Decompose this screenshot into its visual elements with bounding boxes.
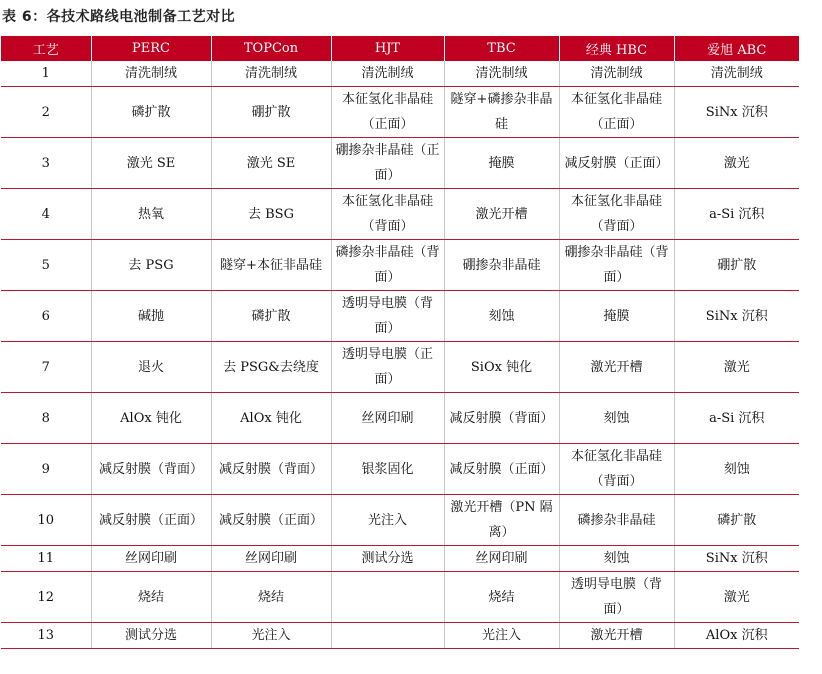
table-cell: 丝网印刷 — [331, 393, 444, 444]
table-cell: 银浆固化 — [331, 444, 444, 495]
table-row — [1, 240, 799, 291]
table-cell: 隧穿+磷掺杂非晶硅 — [444, 87, 559, 138]
table-row — [1, 546, 799, 572]
table-cell: 热氧 — [91, 189, 211, 240]
table-cell: 去 BSG — [211, 189, 331, 240]
table-cell: 硼掺杂非晶硅（背面） — [559, 240, 674, 291]
table-cell: 测试分选 — [331, 546, 444, 572]
table-cell: 减反射膜（背面） — [91, 444, 211, 495]
header-perc: PERC — [91, 36, 211, 61]
header-topcon: TOPCon — [211, 36, 331, 61]
table-cell: 掩膜 — [444, 138, 559, 189]
table-cell: 激光开槽 — [444, 189, 559, 240]
table-cell — [331, 572, 444, 623]
header-tbc: TBC — [444, 36, 559, 61]
table-cell: 激光 SE — [211, 138, 331, 189]
table-cell: 硼扩散 — [674, 240, 799, 291]
table-cell: 磷掺杂非晶硅（背面） — [331, 240, 444, 291]
table-cell: 烧结 — [91, 572, 211, 623]
table-cell: 透明导电膜（正面） — [331, 342, 444, 393]
table-cell: AlOx 钝化 — [211, 393, 331, 444]
table-row — [1, 444, 799, 495]
table-cell: 碱抛 — [91, 291, 211, 342]
table-cell: 透明导电膜（背面） — [559, 572, 674, 623]
table-cell: 光注入 — [444, 623, 559, 649]
step-number-cell: 2 — [1, 87, 91, 138]
table-cell: AlOx 钝化 — [91, 393, 211, 444]
table-cell: 清洗制绒 — [91, 61, 211, 87]
table-cell: 光注入 — [331, 495, 444, 546]
table-cell: 减反射膜（正面） — [211, 495, 331, 546]
header-process: 工艺 — [1, 36, 91, 61]
table-cell: 本征氢化非晶硅（正面） — [331, 87, 444, 138]
step-number-cell: 6 — [1, 291, 91, 342]
table-cell: 减反射膜（正面） — [444, 444, 559, 495]
table-cell: 清洗制绒 — [331, 61, 444, 87]
process-comparison-table — [1, 36, 799, 649]
table-cell: 本征氢化非晶硅（背面） — [331, 189, 444, 240]
table-cell: SiNx 沉积 — [674, 291, 799, 342]
step-number-cell: 10 — [1, 495, 91, 546]
header-classic-hbc: 经典 HBC — [559, 36, 674, 61]
table-cell: 磷扩散 — [674, 495, 799, 546]
table-cell: SiOx 钝化 — [444, 342, 559, 393]
table-row — [1, 572, 799, 623]
table-cell: 刻蚀 — [444, 291, 559, 342]
table-cell: 激光开槽 — [559, 623, 674, 649]
table-header-row — [1, 36, 799, 61]
table-cell: 隧穿+本征非晶硅 — [211, 240, 331, 291]
table-cell: 减反射膜（正面） — [91, 495, 211, 546]
table-row — [1, 342, 799, 393]
step-number-cell: 7 — [1, 342, 91, 393]
table-cell: 本征氢化非晶硅（背面） — [559, 189, 674, 240]
table-cell: a-Si 沉积 — [674, 189, 799, 240]
table-row — [1, 61, 799, 87]
table-cell: 清洗制绒 — [444, 61, 559, 87]
table-row — [1, 291, 799, 342]
table-row — [1, 623, 799, 649]
table-cell: 磷扩散 — [91, 87, 211, 138]
table-cell: 烧结 — [444, 572, 559, 623]
table-cell: 磷扩散 — [211, 291, 331, 342]
table-cell: 激光开槽 — [559, 342, 674, 393]
step-number-cell: 13 — [1, 623, 91, 649]
table-cell: 激光 SE — [91, 138, 211, 189]
step-number-cell: 1 — [1, 61, 91, 87]
table-cell: 清洗制绒 — [674, 61, 799, 87]
table-cell: 去 PSG&去绕度 — [211, 342, 331, 393]
table-cell: 激光 — [674, 342, 799, 393]
table-cell: 去 PSG — [91, 240, 211, 291]
step-number-cell: 5 — [1, 240, 91, 291]
table-caption: 表 6：各技术路线电池制备工艺对比 — [2, 9, 236, 25]
table-cell: 减反射膜（正面） — [559, 138, 674, 189]
table-cell: AlOx 沉积 — [674, 623, 799, 649]
table-row — [1, 495, 799, 546]
step-number-cell: 12 — [1, 572, 91, 623]
step-number-cell: 3 — [1, 138, 91, 189]
table-cell: 清洗制绒 — [211, 61, 331, 87]
table-cell: 刻蚀 — [559, 546, 674, 572]
table-cell: SiNx 沉积 — [674, 546, 799, 572]
table-cell: 透明导电膜（背面） — [331, 291, 444, 342]
table-cell: 硼掺杂非晶硅 — [444, 240, 559, 291]
table-cell — [331, 623, 444, 649]
table-cell: a-Si 沉积 — [674, 393, 799, 444]
step-number-cell: 9 — [1, 444, 91, 495]
table-cell: 本征氢化非晶硅（背面） — [559, 444, 674, 495]
table-row — [1, 189, 799, 240]
table-cell: 测试分选 — [91, 623, 211, 649]
header-aiko-abc: 爱旭 ABC — [674, 36, 799, 61]
table-row — [1, 138, 799, 189]
table-cell: 清洗制绒 — [559, 61, 674, 87]
table-cell: 硼掺杂非晶硅（正面） — [331, 138, 444, 189]
table-cell: 减反射膜（背面） — [211, 444, 331, 495]
table-cell: 硼扩散 — [211, 87, 331, 138]
table-cell: 激光开槽（PN 隔离） — [444, 495, 559, 546]
table-cell: 激光 — [674, 138, 799, 189]
table-cell: 刻蚀 — [559, 393, 674, 444]
table-cell: 光注入 — [211, 623, 331, 649]
table-cell: 烧结 — [211, 572, 331, 623]
header-hjt: HJT — [331, 36, 444, 61]
step-number-cell: 4 — [1, 189, 91, 240]
table-cell: SiNx 沉积 — [674, 87, 799, 138]
step-number-cell: 11 — [1, 546, 91, 572]
table-row — [1, 393, 799, 444]
table-cell: 激光 — [674, 572, 799, 623]
step-number-cell: 8 — [1, 393, 91, 444]
table-cell: 减反射膜（背面） — [444, 393, 559, 444]
table-cell: 丝网印刷 — [91, 546, 211, 572]
table-cell: 掩膜 — [559, 291, 674, 342]
table-cell: 丝网印刷 — [211, 546, 331, 572]
table-cell: 丝网印刷 — [444, 546, 559, 572]
table-cell: 退火 — [91, 342, 211, 393]
table-cell: 刻蚀 — [674, 444, 799, 495]
table-cell: 本征氢化非晶硅（正面） — [559, 87, 674, 138]
table-row — [1, 87, 799, 138]
table-cell: 磷掺杂非晶硅 — [559, 495, 674, 546]
